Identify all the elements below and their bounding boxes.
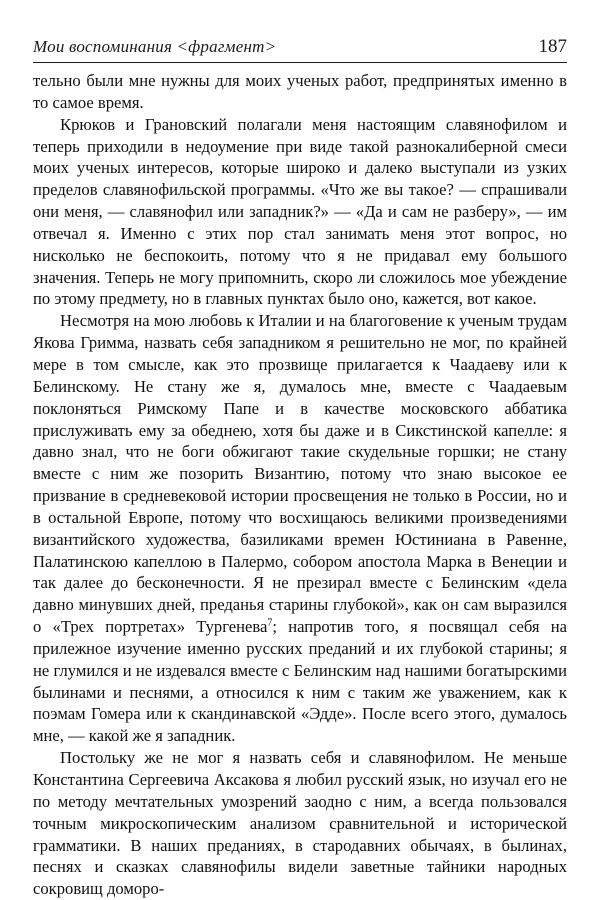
- body-text: [33, 70, 567, 900]
- running-header: [33, 36, 567, 63]
- paragraph: Постольку же не мог я назвать себя и славянофилом. Не меньше Константина Сергеевича Аксакова я любил русский язык, но изучал его не по методу мечтательных умозрений заодно с ним, а всегда пользовался точным микроскопическим анализом сравнительной и исторической грамматики. В наших преданиях, в стародавних обычаях, в былинах, песнях и сказках славянофилы видели заветные тайники народных сокровищ доморо-: [33, 748, 567, 899]
- paragraph-text: ; напротив того, я посвящал себя на прилежное изучение именно русских преданий и их глубокой старины; я не глумился и не издевался вместе с Белинским над нашими богатырскими былинами и песнями, а относился к ним с таким же уважением, как к поэмам Гомера или к скандинавской «Эдде». После всего этого, думалось мне, — какой же я западник.: [33, 617, 567, 746]
- footnote-reference: 7: [267, 617, 273, 629]
- paragraph: Крюков и Грановский полагали меня настоящим славянофилом и теперь приходили в недоумение при виде такой разнокалиберной смеси моих ученых интересов, которые широко и далеко выступали из узких пределов славянофильской программы. «Что же вы такое? — спрашивали они меня, — славянофил или западник?» — «Да и сам не разберу», — им отвечал я. Именно с этих пор стал занимать меня этот вопрос, но нисколько не беспокоить, потому что я не придавал ему большого значения. Теперь не могу припомнить, скоро ли сложилось мое убеждение по этому предмету, но в главных пунктах было оно, кажется, вот какое.: [33, 114, 567, 309]
- paragraph: [33, 310, 567, 747]
- paragraph-continuation: тельно были мне нужны для моих ученых работ, предпринятых именно в то самое время.: [33, 71, 567, 112]
- running-title: Мои воспоминания <фрагмент>: [33, 37, 277, 56]
- page-number: 187: [538, 36, 567, 57]
- paragraph-text: Несмотря на мою любовь к Италии и на благоговение к ученым трудам Якова Гримма, назвать себя западником я решительно не мог, по крайней мере в том смысле, как это прозвище прилагается к Чаадаеву или к Белинскому. Не стану же я, думалось мне, вместе с Чаадаевым поклоняться Римскому Папе и в качестве московского аббатика прислуживать ему за обеднею, хотя бы даже и в Сикстинской капелле: я давно знал, что не боги обжигают такие скудельные горшки; не стану вместе с ним же позорить Византию, потому что знаю высокое ее призвание в средневековой истории просвещения не только в России, но и в остальной Европе, потому что восхищаюсь великими произведениями византийского художества, базиликами времен Юстиниана в Равенне, Палатинскою капеллою в Палермо, собором апостола Марка в Венеции и так далее до бесконечности. Я не презирал вместе с Белинским «дела давно минувших дней, преданья старины глубокой», как он сам выразился о «Трех портретах» Тургенева: [33, 311, 567, 637]
